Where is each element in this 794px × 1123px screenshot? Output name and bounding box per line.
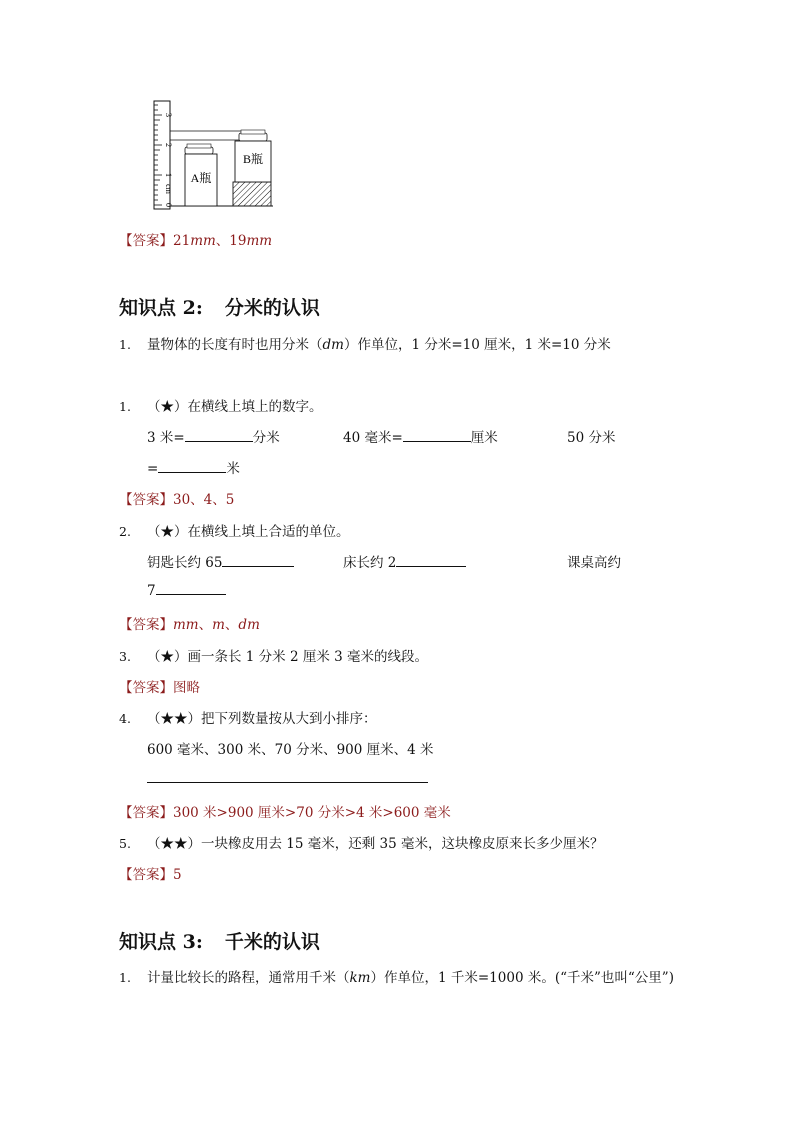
answer-blank[interactable] bbox=[156, 582, 226, 595]
q1-answer: 【答案】30、4、5 bbox=[119, 492, 235, 508]
q1-part-2: 40 毫米= 厘米 bbox=[343, 430, 498, 446]
bottle-a bbox=[185, 144, 217, 206]
answer-blank[interactable] bbox=[396, 554, 466, 567]
ruler-label-unit: cm bbox=[164, 184, 173, 194]
answer-figure: 【答案】21mm、19mm bbox=[119, 233, 273, 249]
ruler-label-3: 3 bbox=[164, 113, 173, 117]
ruler-label-0: 0 bbox=[164, 203, 173, 207]
question-1: 1. （★）在横线上填上的数字。 bbox=[119, 399, 323, 415]
q4-items: 600 毫米、300 米、70 分米、900 厘米、4 米 bbox=[147, 742, 434, 758]
q4-answer: 【答案】300 米>900 厘米>70 分米>4 米>600 毫米 bbox=[119, 805, 451, 821]
q2-part-4: 7 bbox=[147, 582, 226, 599]
bottle-a-label: A瓶 bbox=[190, 171, 212, 185]
hatched-block bbox=[233, 182, 271, 206]
q2-part-2: 床长约 2 bbox=[343, 551, 466, 571]
q4-answer-line[interactable] bbox=[147, 782, 428, 783]
ruler-bottles-figure bbox=[145, 95, 285, 215]
section-3-note: 1. 计量比较长的路程，通常用千米（km）作单位，1 千米=1000 米。(“千米”也叫“公里”) bbox=[119, 970, 674, 986]
q1-part-4: = 米 bbox=[147, 461, 240, 477]
q2-part-3: 课桌高约 bbox=[567, 555, 621, 571]
ruler-label-1: 1 bbox=[164, 173, 173, 177]
answer-blank[interactable] bbox=[403, 429, 471, 442]
answer-label: 【答案】 bbox=[119, 233, 173, 249]
question-3: 3. （★）画一条长 1 分米 2 厘米 3 毫米的线段。 bbox=[119, 649, 429, 665]
question-2: 2. （★）在横线上填上合适的单位。 bbox=[119, 524, 350, 540]
q1-part-1: 3 米= 分米 bbox=[147, 430, 280, 446]
section-2-note: 1. 量物体的长度有时也用分米（dm）作单位，1 分米=10 厘米，1 米=10 分米 bbox=[119, 337, 611, 353]
answer-blank[interactable] bbox=[222, 554, 294, 567]
question-5: 5. （★★）一块橡皮用去 15 毫米，还剩 35 毫米，这块橡皮原来长多少厘米？ bbox=[119, 836, 604, 852]
q2-answer: 【答案】mm、m、dm bbox=[119, 617, 260, 633]
bottle-b bbox=[235, 130, 271, 182]
q5-answer: 【答案】5 bbox=[119, 867, 182, 883]
ruler-label-2: 2 bbox=[164, 143, 173, 147]
q1-part-3: 50 分米 bbox=[567, 430, 616, 446]
answer-blank[interactable] bbox=[158, 460, 226, 473]
q3-answer: 【答案】图略 bbox=[119, 680, 200, 696]
answer-blank[interactable] bbox=[185, 429, 253, 442]
question-4: 4. （★★）把下列数量按从大到小排序： bbox=[119, 711, 377, 727]
section-3-heading: 知识点 3: 千米的认识 bbox=[119, 931, 320, 953]
bottle-b-label: B瓶 bbox=[242, 152, 264, 166]
q2-part-1: 钥匙长约 65 bbox=[147, 551, 294, 571]
section-2-heading: 知识点 2: 分米的认识 bbox=[119, 297, 320, 319]
